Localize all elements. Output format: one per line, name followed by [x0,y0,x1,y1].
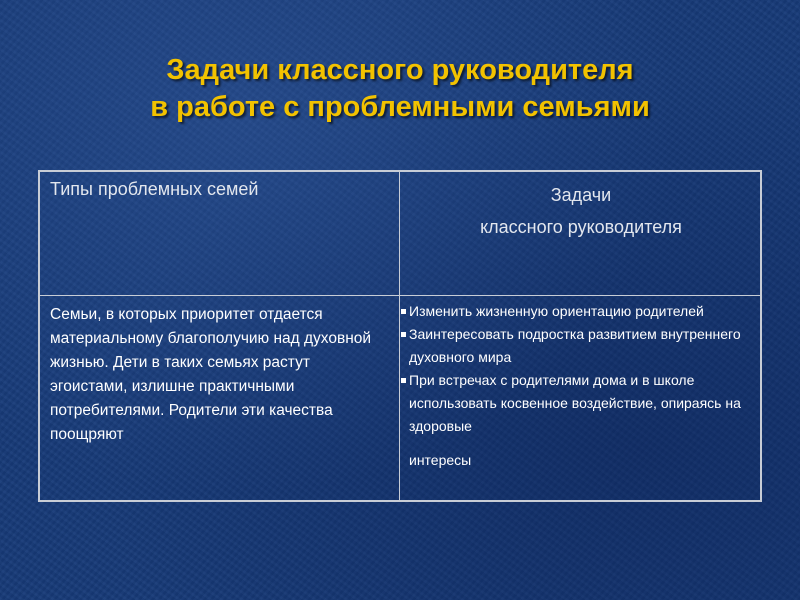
family-type-description: Семьи, в которых приоритет отдается материальному благополучию над духовной жизнью. Дети в таких семьях растут эгоистами, излишне практичными потребителями. Родители эти качества поощряют [50,306,372,443]
task-item [400,369,760,438]
task-continuation: интересы [409,452,472,468]
row-divider [40,295,760,296]
slide-title-line-2: в работе с проблемными семьями [150,91,650,123]
task-text: При встречах с родителями дома и в школе использовать косвенное воздействие, опираясь на здоровые [409,372,741,434]
header-teacher-tasks-line-1: Задачи [550,185,612,205]
tasks-table [38,170,762,502]
bullet-square-icon [401,309,406,314]
bullet-square-icon [401,332,406,337]
slide-title-line-1: Задачи классного руководителя [166,54,634,86]
header-teacher-tasks [402,179,760,243]
header-family-types: Типы проблемных семей [50,179,259,199]
task-item [400,300,760,323]
task-item [400,323,760,369]
header-teacher-tasks-line-2: классного руководителя [480,217,682,237]
bullet-square-icon [401,378,406,383]
task-list [400,300,760,472]
slide-title [40,52,760,126]
task-text: Заинтересовать подростка развитием внутреннего духовного мира [409,326,741,365]
task-text: Изменить жизненную ориентацию родителей [409,303,704,319]
